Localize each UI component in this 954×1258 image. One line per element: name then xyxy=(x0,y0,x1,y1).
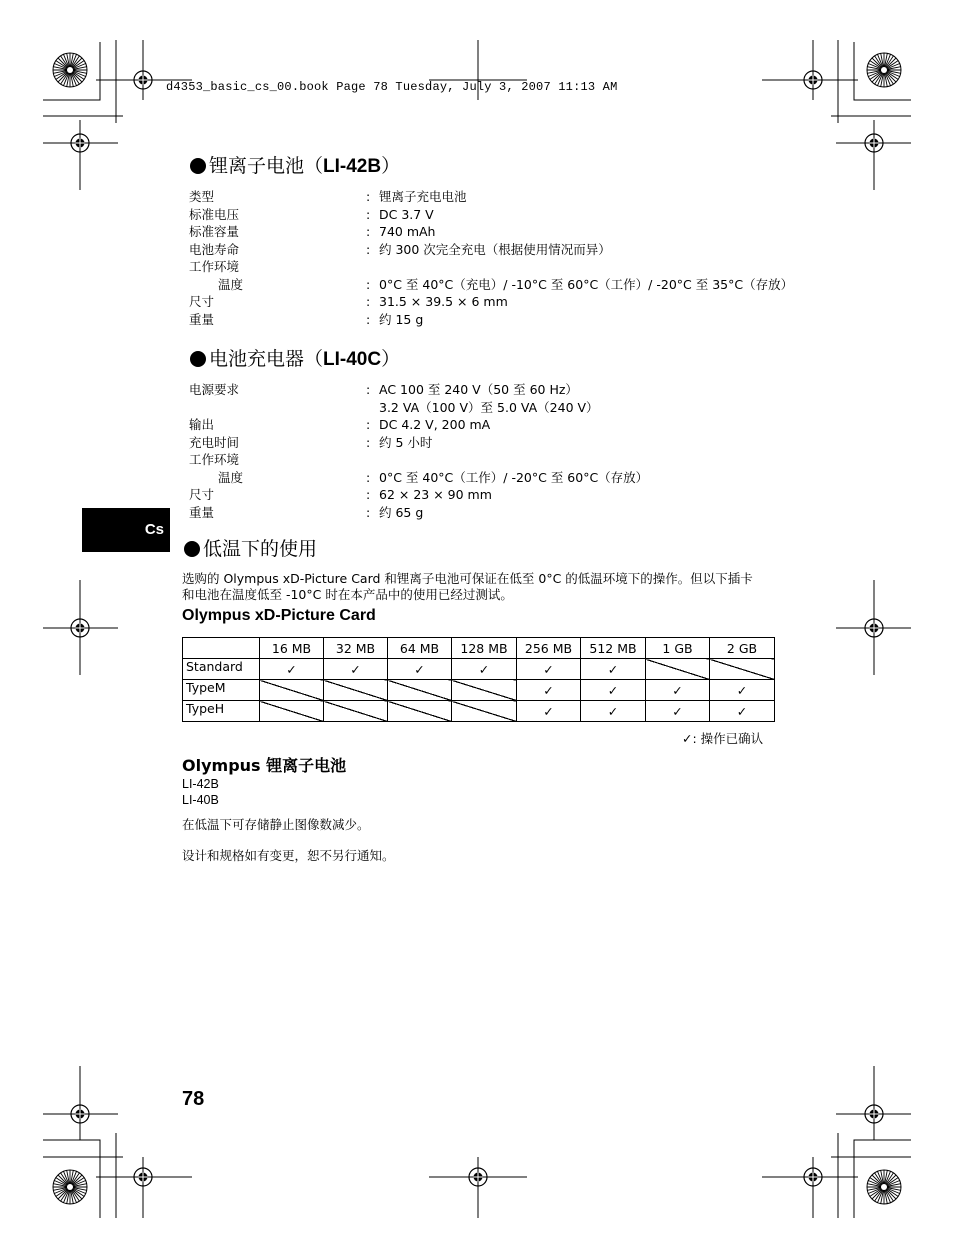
spec-colon: : xyxy=(366,434,371,450)
spec-value: 约 15 g xyxy=(379,311,424,327)
battery-model: LI-42B xyxy=(323,156,382,177)
spec-value: 0°C 至 40°C（工作）/ -20°C 至 60°C（存放） xyxy=(379,469,649,485)
spec-label: 温度 xyxy=(218,276,244,292)
language-tab xyxy=(82,508,170,552)
spec-label: 输出 xyxy=(189,417,215,432)
bullet-icon xyxy=(190,158,206,174)
column-header: 32 MB xyxy=(324,638,388,659)
spec-label: 工作环境 xyxy=(189,259,240,274)
spec-label: 尺寸 xyxy=(189,487,215,502)
charger-heading: 电池充电器（LI-40C） xyxy=(190,348,400,371)
column-header: 64 MB xyxy=(388,638,452,659)
legend-note: ✓: 操作已确认 xyxy=(682,731,764,746)
bullet-icon xyxy=(184,541,200,557)
spec-colon: : xyxy=(366,224,371,239)
battery-heading: 锂离子电池（LI-42B） xyxy=(190,155,400,178)
spec-row xyxy=(189,434,809,452)
battery-list-heading: Olympus 锂离子电池 xyxy=(182,756,347,775)
column-header: 1 GB xyxy=(646,638,710,659)
spec-colon: : xyxy=(366,382,371,397)
battery-spec-list xyxy=(189,188,809,328)
spec-value: AC 100 至 240 V（50 至 60 Hz） xyxy=(379,382,578,397)
not-applicable-cell xyxy=(324,680,388,701)
spec-value: 31.5 × 39.5 × 6 mm xyxy=(379,294,508,309)
spec-label: 尺寸 xyxy=(189,294,215,309)
spec-label: 电源要求 xyxy=(189,382,240,397)
table-row xyxy=(183,680,775,701)
spec-row xyxy=(189,416,809,434)
spec-row xyxy=(189,188,809,206)
spec-colon: : xyxy=(366,469,371,485)
spec-colon: : xyxy=(366,206,371,222)
spec-value: 740 mAh xyxy=(379,224,436,239)
spec-row xyxy=(189,223,809,241)
not-applicable-cell xyxy=(324,701,388,722)
spec-row xyxy=(189,451,809,469)
spec-row xyxy=(189,469,809,487)
spec-value: 0°C 至 40°C（充电）/ -10°C 至 60°C（工作）/ -20°C 至 35°C（存放） xyxy=(379,276,794,292)
not-applicable-cell xyxy=(388,680,452,701)
check-cell: ✓ xyxy=(517,701,581,722)
spec-row xyxy=(189,504,809,522)
table-header-row xyxy=(183,638,775,659)
spec-row xyxy=(189,399,809,417)
spec-value: 62 × 23 × 90 mm xyxy=(379,487,492,502)
card-compatibility-table xyxy=(182,637,775,722)
spec-value: DC 3.7 V xyxy=(379,206,434,222)
spec-colon: : xyxy=(366,487,371,502)
spec-colon: : xyxy=(366,189,371,204)
spec-row xyxy=(189,311,809,329)
spec-label: 充电时间 xyxy=(189,434,240,450)
cold-note: 在低温下可存储静止图像数减少。 xyxy=(182,817,370,832)
check-cell: ✓ xyxy=(646,701,710,722)
check-cell: ✓ xyxy=(452,659,517,680)
check-cell: ✓ xyxy=(710,701,775,722)
battery-model-item: LI-42B xyxy=(182,777,219,791)
column-header: 128 MB xyxy=(452,638,517,659)
row-label: TypeM xyxy=(183,680,260,701)
column-header: 16 MB xyxy=(260,638,324,659)
check-cell: ✓ xyxy=(517,680,581,701)
spec-colon: : xyxy=(366,276,371,292)
bullet-icon xyxy=(190,351,206,367)
check-cell: ✓ xyxy=(388,659,452,680)
spec-value: 约 5 小时 xyxy=(379,434,433,450)
check-cell: ✓ xyxy=(324,659,388,680)
charger-model: LI-40C xyxy=(323,349,382,370)
disclaimer-note: 设计和规格如有变更，恕不另行通知。 xyxy=(182,848,395,863)
spec-label: 类型 xyxy=(189,189,215,204)
spec-value: 3.2 VA（100 V）至 5.0 VA（240 V） xyxy=(379,399,599,415)
spec-label: 重量 xyxy=(189,504,215,520)
spec-value: DC 4.2 V, 200 mA xyxy=(379,417,491,432)
row-label: TypeH xyxy=(183,701,260,722)
check-cell: ✓ xyxy=(260,659,324,680)
spec-row xyxy=(189,206,809,224)
column-header: 2 GB xyxy=(710,638,775,659)
table-row xyxy=(183,659,775,680)
spec-row xyxy=(189,258,809,276)
not-applicable-cell xyxy=(260,680,324,701)
page-number: 78 xyxy=(182,1088,205,1110)
check-cell: ✓ xyxy=(710,680,775,701)
spec-colon: : xyxy=(366,311,371,327)
spec-row xyxy=(189,486,809,504)
spec-row xyxy=(189,241,809,259)
not-applicable-cell xyxy=(710,659,775,680)
not-applicable-cell xyxy=(452,701,517,722)
spec-colon: : xyxy=(366,294,371,309)
column-header: 256 MB xyxy=(517,638,581,659)
not-applicable-cell xyxy=(646,659,710,680)
check-cell: ✓ xyxy=(581,659,646,680)
spec-label: 重量 xyxy=(189,311,215,327)
book-header-line: d4353_basic_cs_00.book Page 78 Tuesday, July 3, 2007 11:13 AM xyxy=(166,80,618,94)
spec-label: 标准容量 xyxy=(189,224,240,239)
check-cell: ✓ xyxy=(581,680,646,701)
spec-colon: : xyxy=(366,417,371,432)
spec-row xyxy=(189,276,809,294)
spec-label: 工作环境 xyxy=(189,452,240,467)
cold-use-heading: 低温下的使用 xyxy=(184,538,317,560)
spec-colon: : xyxy=(366,504,371,520)
spec-row xyxy=(189,293,809,311)
table-corner-cell xyxy=(183,638,260,659)
spec-value: 约 65 g xyxy=(379,504,424,520)
check-cell: ✓ xyxy=(517,659,581,680)
not-applicable-cell xyxy=(452,680,517,701)
column-header: 512 MB xyxy=(581,638,646,659)
check-cell: ✓ xyxy=(581,701,646,722)
language-tab-label: Cs xyxy=(144,521,164,538)
table-row xyxy=(183,701,775,722)
battery-model-list xyxy=(182,776,219,808)
spec-value: 锂离子充电电池 xyxy=(379,189,467,204)
spec-value: 约 300 次完全充电（根据使用情况而异） xyxy=(379,241,611,257)
charger-spec-list xyxy=(189,381,809,521)
spec-label: 电池寿命 xyxy=(189,241,240,257)
cold-use-paragraph: 选购的 Olympus xD-Picture Card 和锂离子电池可保证在低至 0°C 的低温环境下的操作。但以下插卡 和电池在温度低至 -10°C 时在本产品中的使用已经过测试。 xyxy=(182,571,753,602)
check-cell: ✓ xyxy=(646,680,710,701)
row-label: Standard xyxy=(183,659,260,680)
spec-row xyxy=(189,381,809,399)
card-heading: Olympus xD-Picture Card xyxy=(182,607,376,624)
spec-label: 标准电压 xyxy=(189,206,240,222)
spec-colon: : xyxy=(366,241,371,257)
not-applicable-cell xyxy=(260,701,324,722)
spec-label: 温度 xyxy=(218,469,244,485)
not-applicable-cell xyxy=(388,701,452,722)
battery-model-item: LI-40B xyxy=(182,793,219,807)
